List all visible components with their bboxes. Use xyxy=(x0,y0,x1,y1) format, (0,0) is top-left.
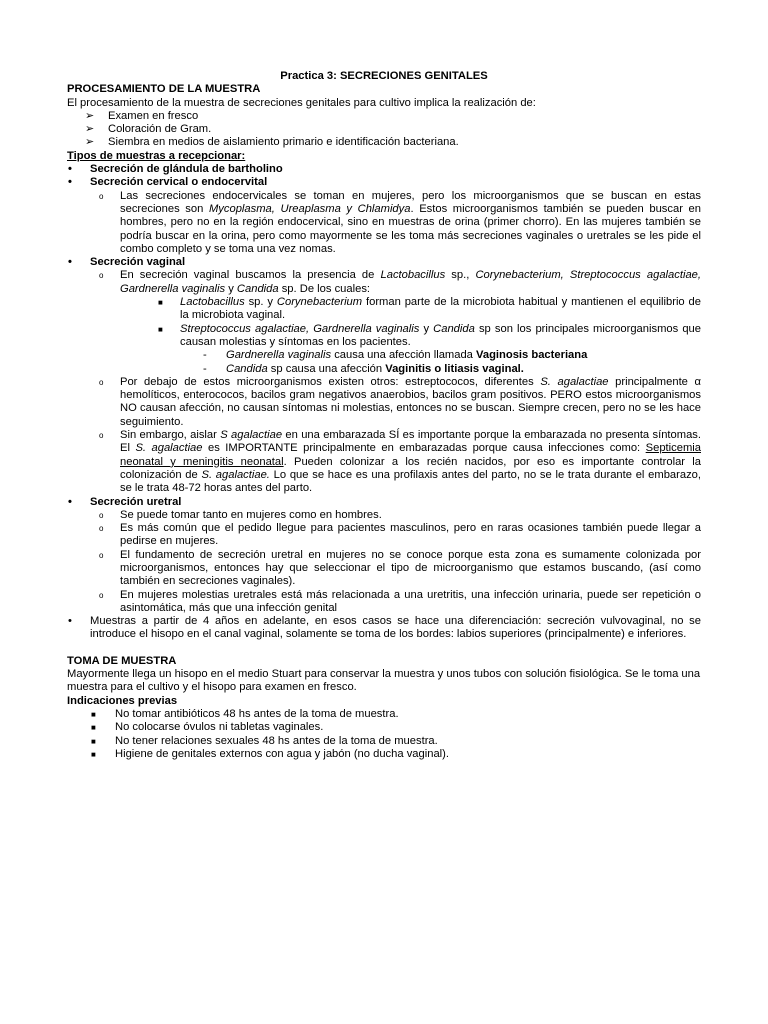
document-title: Practica 3: SECRECIONES GENITALES xyxy=(280,70,488,82)
list-item: ➢ Examen en fresco xyxy=(85,109,199,122)
uretral-item: o Se puede tomar tanto en mujeres como en hombres. xyxy=(99,508,382,521)
indicacion-item: ■ No tener relaciones sexuales 48 hs antes de la toma de muestra. xyxy=(91,734,438,747)
vaginal-paragraph-2: o Por debajo de estos microorganismos existen otros: estreptococos, diferentes S. agalactiae principalmente α hemolíticos, enterococos, bacilos gram negativos anaerobios, bacilos gram positivos. PERO estos microorganismos NO causan afección, no causan síntomas ni molestias, entonces no se buscan. Siempre crecen, pero no se les hace seguimiento. xyxy=(99,375,701,428)
circle-bullet-icon: o xyxy=(99,377,104,387)
indicaciones-heading: Indicaciones previas xyxy=(67,694,178,707)
vaginal-dash-item-1: - Gardnerella vaginalis causa una afección llamada Vaginosis bacteriana xyxy=(203,349,588,362)
square-bullet-icon: ■ xyxy=(158,298,163,308)
uretral-item: o En mujeres molestias uretrales está más relacionada a una uretritis, una infección urinaria, puede ser repetición o asintomática, más que una infección genital xyxy=(99,588,701,614)
vaginal-dash-item-2: - Candida sp causa una afección Vaginitis o litiasis vaginal. xyxy=(203,362,524,375)
dash-bullet-icon: - xyxy=(203,349,207,362)
uretral-item: o El fundamento de secreción uretral en mujeres no se conoce porque esta zona es sumamente colonizada por microorganismos, entonces hay que seleccionar el tipo de microorganismo que estamos buscando, (así como también en secreciones vaginales). xyxy=(99,548,701,588)
circle-bullet-icon: o xyxy=(99,590,104,600)
section-heading-toma: TOMA DE MUESTRA xyxy=(67,654,177,667)
circle-bullet-icon: o xyxy=(99,510,104,520)
bullet-icon: • xyxy=(68,495,72,508)
arrow-bullet-icon: ➢ xyxy=(85,136,95,149)
square-bullet-icon: ■ xyxy=(158,324,163,334)
indicacion-item: ■ Higiene de genitales externos con agua y jabón (no ducha vaginal). xyxy=(91,747,449,760)
list-item-bartholino: • Secreción de glándula de bartholino xyxy=(68,163,283,176)
bullet-icon: • xyxy=(68,256,72,269)
square-bullet-icon: ■ xyxy=(91,736,96,746)
circle-bullet-icon: o xyxy=(99,191,104,201)
circle-bullet-icon: o xyxy=(99,431,104,441)
list-item-uretral: • Secreción uretral xyxy=(68,495,182,508)
list-item-cervical: • Secreción cervical o endocervital xyxy=(68,176,268,189)
dash-bullet-icon: - xyxy=(203,362,207,375)
vaginal-subitem-2: ■ Streptococcus agalactiae, Gardnerella vaginalis y Candida sp son los principales microorganismos que causan molestias y síntomas en los pacientes. xyxy=(158,322,701,348)
square-bullet-icon: ■ xyxy=(91,749,96,759)
arrow-bullet-icon: ➢ xyxy=(85,109,95,122)
section-spacer xyxy=(67,642,701,655)
uretral-item: o Es más común que el pedido llegue para pacientes masculinos, pero en raras ocasiones también puede llegar a pedirse en mujeres. xyxy=(99,522,701,548)
list-item-muestras-4-anos: • Muestras a partir de 4 años en adelante, en esos casos se hace una diferenciación: secreción vulvovaginal, no se introduce el hisopo en el canal vaginal, solamente se toma de los bordes: labios superiores (principalmente) e inferiores. xyxy=(68,615,701,641)
vaginal-subitem-1: ■ Lactobacillus sp. y Corynebacterium forman parte de la microbiota habitual y mantienen el equilibrio de la microbiota vaginal. xyxy=(158,296,701,322)
section-heading-procesamiento: PROCESAMIENTO DE LA MUESTRA xyxy=(67,83,261,96)
square-bullet-icon: ■ xyxy=(91,709,96,719)
bullet-icon: • xyxy=(68,163,72,176)
indicacion-item: ■ No tomar antibióticos 48 hs antes de la toma de muestra. xyxy=(91,707,399,720)
section-heading-tipos: Tipos de muestras a recepcionar: xyxy=(67,149,246,162)
vaginal-paragraph-3: o Sin embargo, aislar S agalactiae en una embarazada SÍ es importante porque la embarazada no presenta síntomas. El S. agalactiae es IMPORTANTE principalmente en embarazadas porque causa infecciones como: Septicemia neonatal y meningitis neonatal. Pueden colonizar a los recién nacidos, por eso es importante controlar la colonización de S. agalactiae. Lo que se hace es una profilaxis antes del parto, no se le trata durante el embarazo, se le trata 48-72 horas antes del parto. xyxy=(99,429,702,495)
circle-bullet-icon: o xyxy=(99,524,104,534)
toma-text: Mayormente llega un hisopo en el medio Stuart para conservar la muestra y unos tubos con solución fisiológica. Se le toma una muestra para el cultivo y el hisopo para examen en fresco. xyxy=(67,668,701,694)
bullet-icon: • xyxy=(68,176,72,189)
procesamiento-intro: El procesamiento de la muestra de secreciones genitales para cultivo implica la realización de: xyxy=(67,96,536,109)
arrow-bullet-icon: ➢ xyxy=(85,123,95,136)
document-page xyxy=(67,70,701,761)
square-bullet-icon: ■ xyxy=(91,723,96,733)
circle-bullet-icon: o xyxy=(99,550,104,560)
circle-bullet-icon: o xyxy=(99,271,104,281)
vaginal-paragraph-1: o En secreción vaginal buscamos la presencia de Lactobacillus sp., Corynebacterium, Streptococcus agalactiae, Gardnerella vaginalis y Candida sp. De los cuales: xyxy=(99,269,701,295)
list-item: ➢ Coloración de Gram. xyxy=(85,123,212,136)
bullet-icon: • xyxy=(68,615,72,628)
list-item-vaginal: • Secreción vaginal xyxy=(68,256,186,269)
cervical-paragraph: o Las secreciones endocervicales se toman en mujeres, pero los microorganismos que se buscan en estas secreciones son Mycoplasma, Ureaplasma y Chlamidya. Estos microorganismos también se pueden buscar en hombres, pero no en la región endocervical, sino en muestras de orina (primer chorro). En las mujeres también se podría buscar en la orina, pero como mayormente se les toma más secreciones vaginales o uretrales se les pide el combo completo y se toma una vez nomas. xyxy=(99,189,701,255)
indicacion-item: ■ No colocarse óvulos ni tabletas vaginales. xyxy=(91,721,324,734)
list-item: ➢ Siembra en medios de aislamiento primario e identificación bacteriana. xyxy=(85,136,459,149)
